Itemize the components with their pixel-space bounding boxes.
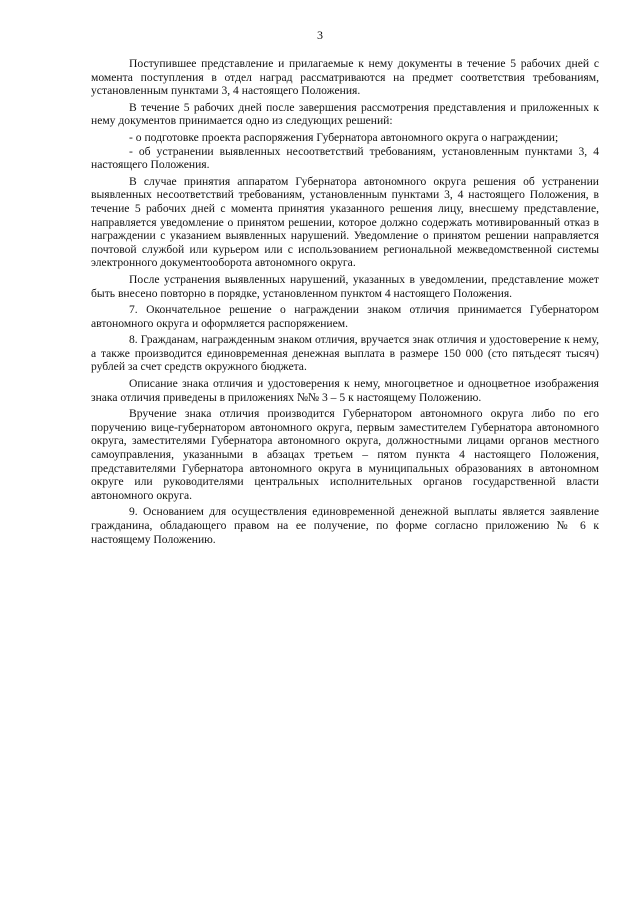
paragraph: В случае принятия аппаратом Губернатора автономного округа решения об устранении выявленных несоответствий требованиям, установленным пунктами 3, 4 настоящего Положения, в течение 5 рабочих дней с момента принятия указанного решения лицу, внесшему представление, направляется уведомление о принятом решении, которое должно содержать мотивированный отказ в награждении с указанием выявленных нарушений. Уведомление о принятом решении направляется почтовой службой или курьером или с использованием региональной межведомственной системы электронного документооборота автономного округа. xyxy=(91,174,599,270)
list-item: - о подготовке проекта распоряжения Губернатора автономного округа о награждении; xyxy=(129,130,559,144)
paragraph: Описание знака отличия и удостоверения к нему, многоцветное и одноцветное изображения знака отличия приведены в приложениях №№ 3 – 5 к настоящему Положению. xyxy=(91,377,599,404)
paragraph: 9. Основанием для осуществления единовременной денежной выплаты является заявление гражданина, обладающего правом на ее получение, по форме согласно приложению № 6 к настоящему Положению. xyxy=(91,505,599,546)
page-number: 3 xyxy=(317,28,323,42)
paragraph: В течение 5 рабочих дней после завершения рассмотрения представления и приложенных к нему документов принимается одно из следующих решений: xyxy=(91,100,599,128)
paragraph: 8. Гражданам, награжденным знаком отличия, вручается знак отличия и удостоверение к нему, а также производится единовременная денежная выплата в размере 150 000 (сто пятьдесят тысяч) рублей за счет средств окружного бюджета. xyxy=(91,333,599,374)
document-body xyxy=(91,57,599,549)
paragraph: Поступившее представление и прилагаемые к нему документы в течение 5 рабочих дней с момента поступления в отдел наград рассматриваются на предмет соответствия требованиям, установленным пунктами 3, 4 настоящего Положения. xyxy=(91,57,599,98)
paragraph: После устранения выявленных нарушений, указанных в уведомлении, представление может быть внесено повторно в порядке, установленном пунктом 4 настоящего Положения. xyxy=(91,272,599,300)
paragraph: 7. Окончательное решение о награждении знаком отличия принимается Губернатором автономного округа и оформляется распоряжением. xyxy=(91,303,599,330)
paragraph: Вручение знака отличия производится Губернатором автономного округа либо по его поручению вице-губернатором автономного округа, первым заместителем Губернатора автономного округа, заместителями Губернатора автономного округа, должностными лицами органов местного самоуправления, указанными в абзацах третьем – пятом пункта 4 настоящего Положения, представителями Губернатора автономного округа в муниципальных образованиях в автономном округе или руководителями центральных исполнительных органов государственной власти автономного округа. xyxy=(91,407,599,502)
list-item: - об устранении выявленных несоответствий требованиям, установленным пунктами 3, 4 настоящего Положения. xyxy=(91,144,599,172)
